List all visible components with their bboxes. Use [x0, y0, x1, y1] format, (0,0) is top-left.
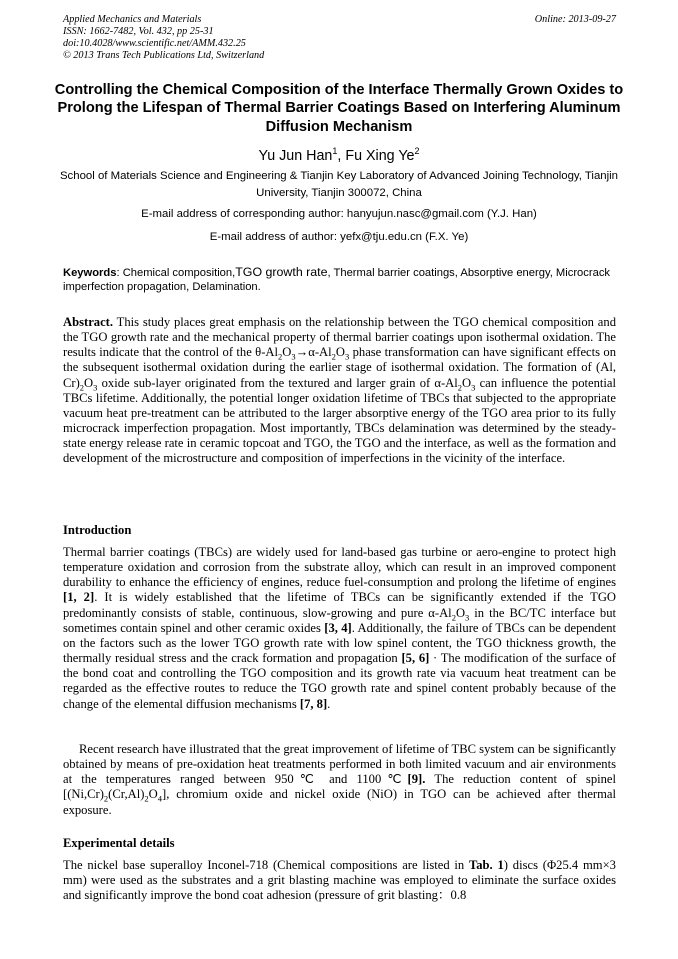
body-text: (Cr,Al): [108, 787, 145, 802]
abstract-text: O: [335, 345, 345, 360]
abstract: [63, 315, 616, 467]
citation[interactable]: [1, 2]: [63, 590, 95, 605]
subscript: 2: [457, 382, 463, 393]
keywords-text: TGO growth rate: [235, 265, 328, 279]
subscript: 3: [344, 351, 350, 362]
body-text: .: [327, 696, 331, 711]
introduction-paragraph: [63, 545, 616, 712]
affiliation: School of Materials Science and Engineering & Tianjin Key Laboratory of Advanced Joining Technology, Tianjin University, Tianjin 300072, China: [59, 170, 619, 199]
author-list: [40, 142, 638, 165]
copyright-line: © 2013 Trans Tech Publications Ltd, Switzerland: [63, 50, 265, 61]
citation[interactable]: [7, 8]: [299, 696, 328, 711]
abstract-label: Abstract.: [63, 315, 114, 329]
author-name: Fu Xing Ye: [345, 147, 415, 164]
paper-title: Controlling the Chemical Composition of the Interface Thermally Grown Oxides to Prolong the Lifespan of Thermal Barrier Coatings Based on Interfering Aluminum Diffusion Mechanism: [54, 82, 624, 135]
subscript: 2: [103, 793, 109, 804]
body-text: The reduction content of spinel [(Ni,Cr): [63, 772, 616, 802]
keywords-text: Chemical composition,: [122, 267, 236, 279]
citation[interactable]: [9].: [407, 772, 426, 787]
subscript: 3: [465, 612, 470, 623]
keywords-colon: :: [116, 267, 123, 279]
issn-line: ISSN: 1662-7482, Vol. 432, pp 25-31: [63, 26, 214, 37]
subscript: 2: [144, 793, 149, 804]
abstract-text: oxide sub-layer originated from the textured and larger grain of α-Al: [97, 375, 458, 390]
journal-name: Applied Mechanics and Materials: [63, 14, 202, 25]
subscript: 2: [278, 351, 283, 362]
experimental-paragraph: [63, 858, 616, 903]
keywords: [63, 265, 616, 294]
author-email[interactable]: E-mail address of author: yefx@tju.edu.cn (F.X. Ye): [209, 231, 469, 243]
body-text: · The modification of the surface of the bond coat and controlling the TGO composition and its growth rate via vacuum heat treatment can be regarded as the effective routes to reduce the TGO growth rate and spinel content probably because of the change of the elemental diffusion mechanisms: [63, 651, 616, 711]
doi-line[interactable]: doi:10.4028/www.scientific.net/AMM.432.25: [63, 38, 246, 49]
subscript: 2: [331, 351, 336, 362]
abstract-text: O: [462, 375, 472, 390]
corresponding-email[interactable]: E-mail address of corresponding author: hanyujun.nasc@gmail.com (Y.J. Han): [141, 208, 537, 220]
body-text: Thermal barrier coatings (TBCs) are widely used for land-based gas turbine or aero-engine to protect high temperature oxidation and corrosion from the substrate alloy, which can result in an improved component durability to enhance the efficiency of engines, reduce fuel-consumption and prolong the lifetime of engines: [63, 545, 616, 590]
introduction-paragraph: [63, 742, 616, 818]
body-text: The nickel base superalloy Inconel-718 (Chemical compositions are listed in: [63, 858, 470, 872]
body-text: in the BC/TC interface but sometimes contain spinel and other ceramic oxides: [63, 605, 617, 635]
abstract-text: This study places great emphasis on the relationship between the TGO chemical composition and the TGO growth rate and the mechanical property of thermal barrier coatings upon isothermal oxidation. The results indicate that the control of the θ-Al: [63, 315, 616, 360]
body-text: O: [148, 787, 158, 802]
section-heading-experimental: Experimental details: [63, 836, 175, 850]
body-text: . It is widely established that the lifetime of TBCs can be significantly extended if the TGO predominantly consists of stable, continuous, slow-growing and pure α-Al: [63, 590, 617, 620]
abstract-text: phase transformation can have significant effects on the subsequent isothermal oxidation during the earlier stage of isothermal oxidation. The formation of (Al, Cr): [63, 345, 616, 390]
table-reference[interactable]: Tab. 1: [469, 858, 504, 872]
abstract-text: O: [84, 375, 94, 390]
keywords-text: , Thermal barrier coatings, Absorptive energy, Microcrack imperfection propagation, Delamination.: [63, 267, 611, 294]
subscript: 3: [471, 382, 476, 393]
body-text: O: [455, 605, 466, 620]
keywords-label: Keywords: [63, 267, 117, 279]
body-text: Recent research have illustrated that the great improvement of lifetime of TBC system can be significantly obtained by means of pre-oxidation heat treatments performed in both limited vacuum and air environments at the temperatures ranged between 950℃ and 1100℃: [63, 742, 616, 787]
section-heading-introduction: Introduction: [63, 523, 132, 537]
author-separator: ,: [337, 147, 346, 164]
abstract-text: O: [282, 345, 292, 360]
citation[interactable]: [5, 6]: [401, 651, 430, 666]
subscript: 3: [93, 382, 98, 393]
online-date: Online: 2013-09-27: [534, 14, 616, 25]
body-text: . Additionally, the failure of TBCs can be dependent on the factors such as the lower TGO growth rate with low spinel content, the TGO thickness growth, the thermally residual stress and the crack formation and propagation: [63, 620, 616, 666]
subscript: 3: [291, 351, 296, 362]
body-text: ) discs (Φ25.4 mm×3 mm) were used as the substrates and a grit blasting machine was employed to eliminate the surface oxides and significantly improve the bond coat adhesion (pressure of grit blasting：0.8: [63, 858, 616, 903]
subscript: 4: [157, 793, 163, 804]
body-text: ], chromium oxide and nickel oxide (NiO) in TGO can be achieved after thermal exposure.: [63, 787, 616, 817]
journal-header: [63, 14, 616, 62]
author-affil-mark: 2: [414, 146, 420, 156]
author-affil-mark: 1: [332, 146, 338, 156]
subscript: 2: [79, 382, 85, 393]
abstract-text: →α-Al: [295, 345, 332, 360]
subscript: 2: [451, 612, 456, 623]
author-name: Yu Jun Han: [258, 147, 333, 164]
citation[interactable]: [3, 4]: [324, 620, 352, 635]
abstract-text: can influence the potential TBCs lifetime. Additionally, the potential longer oxidation lifetime of TBCs that subjected to the appropriate vacuum heat pre-treatment can be attributed to the larger absorptive energy of the TGO area prior to its fully microcrack imperfection propagation. Most importantly, TBCs delamination was determined by the steady-state energy release rate in ceramic topcoat and TGO, the TGO and the interface, as well as the formation and development of the microstructure and composition of imperfections in the vicinity of the interface.: [63, 375, 616, 466]
